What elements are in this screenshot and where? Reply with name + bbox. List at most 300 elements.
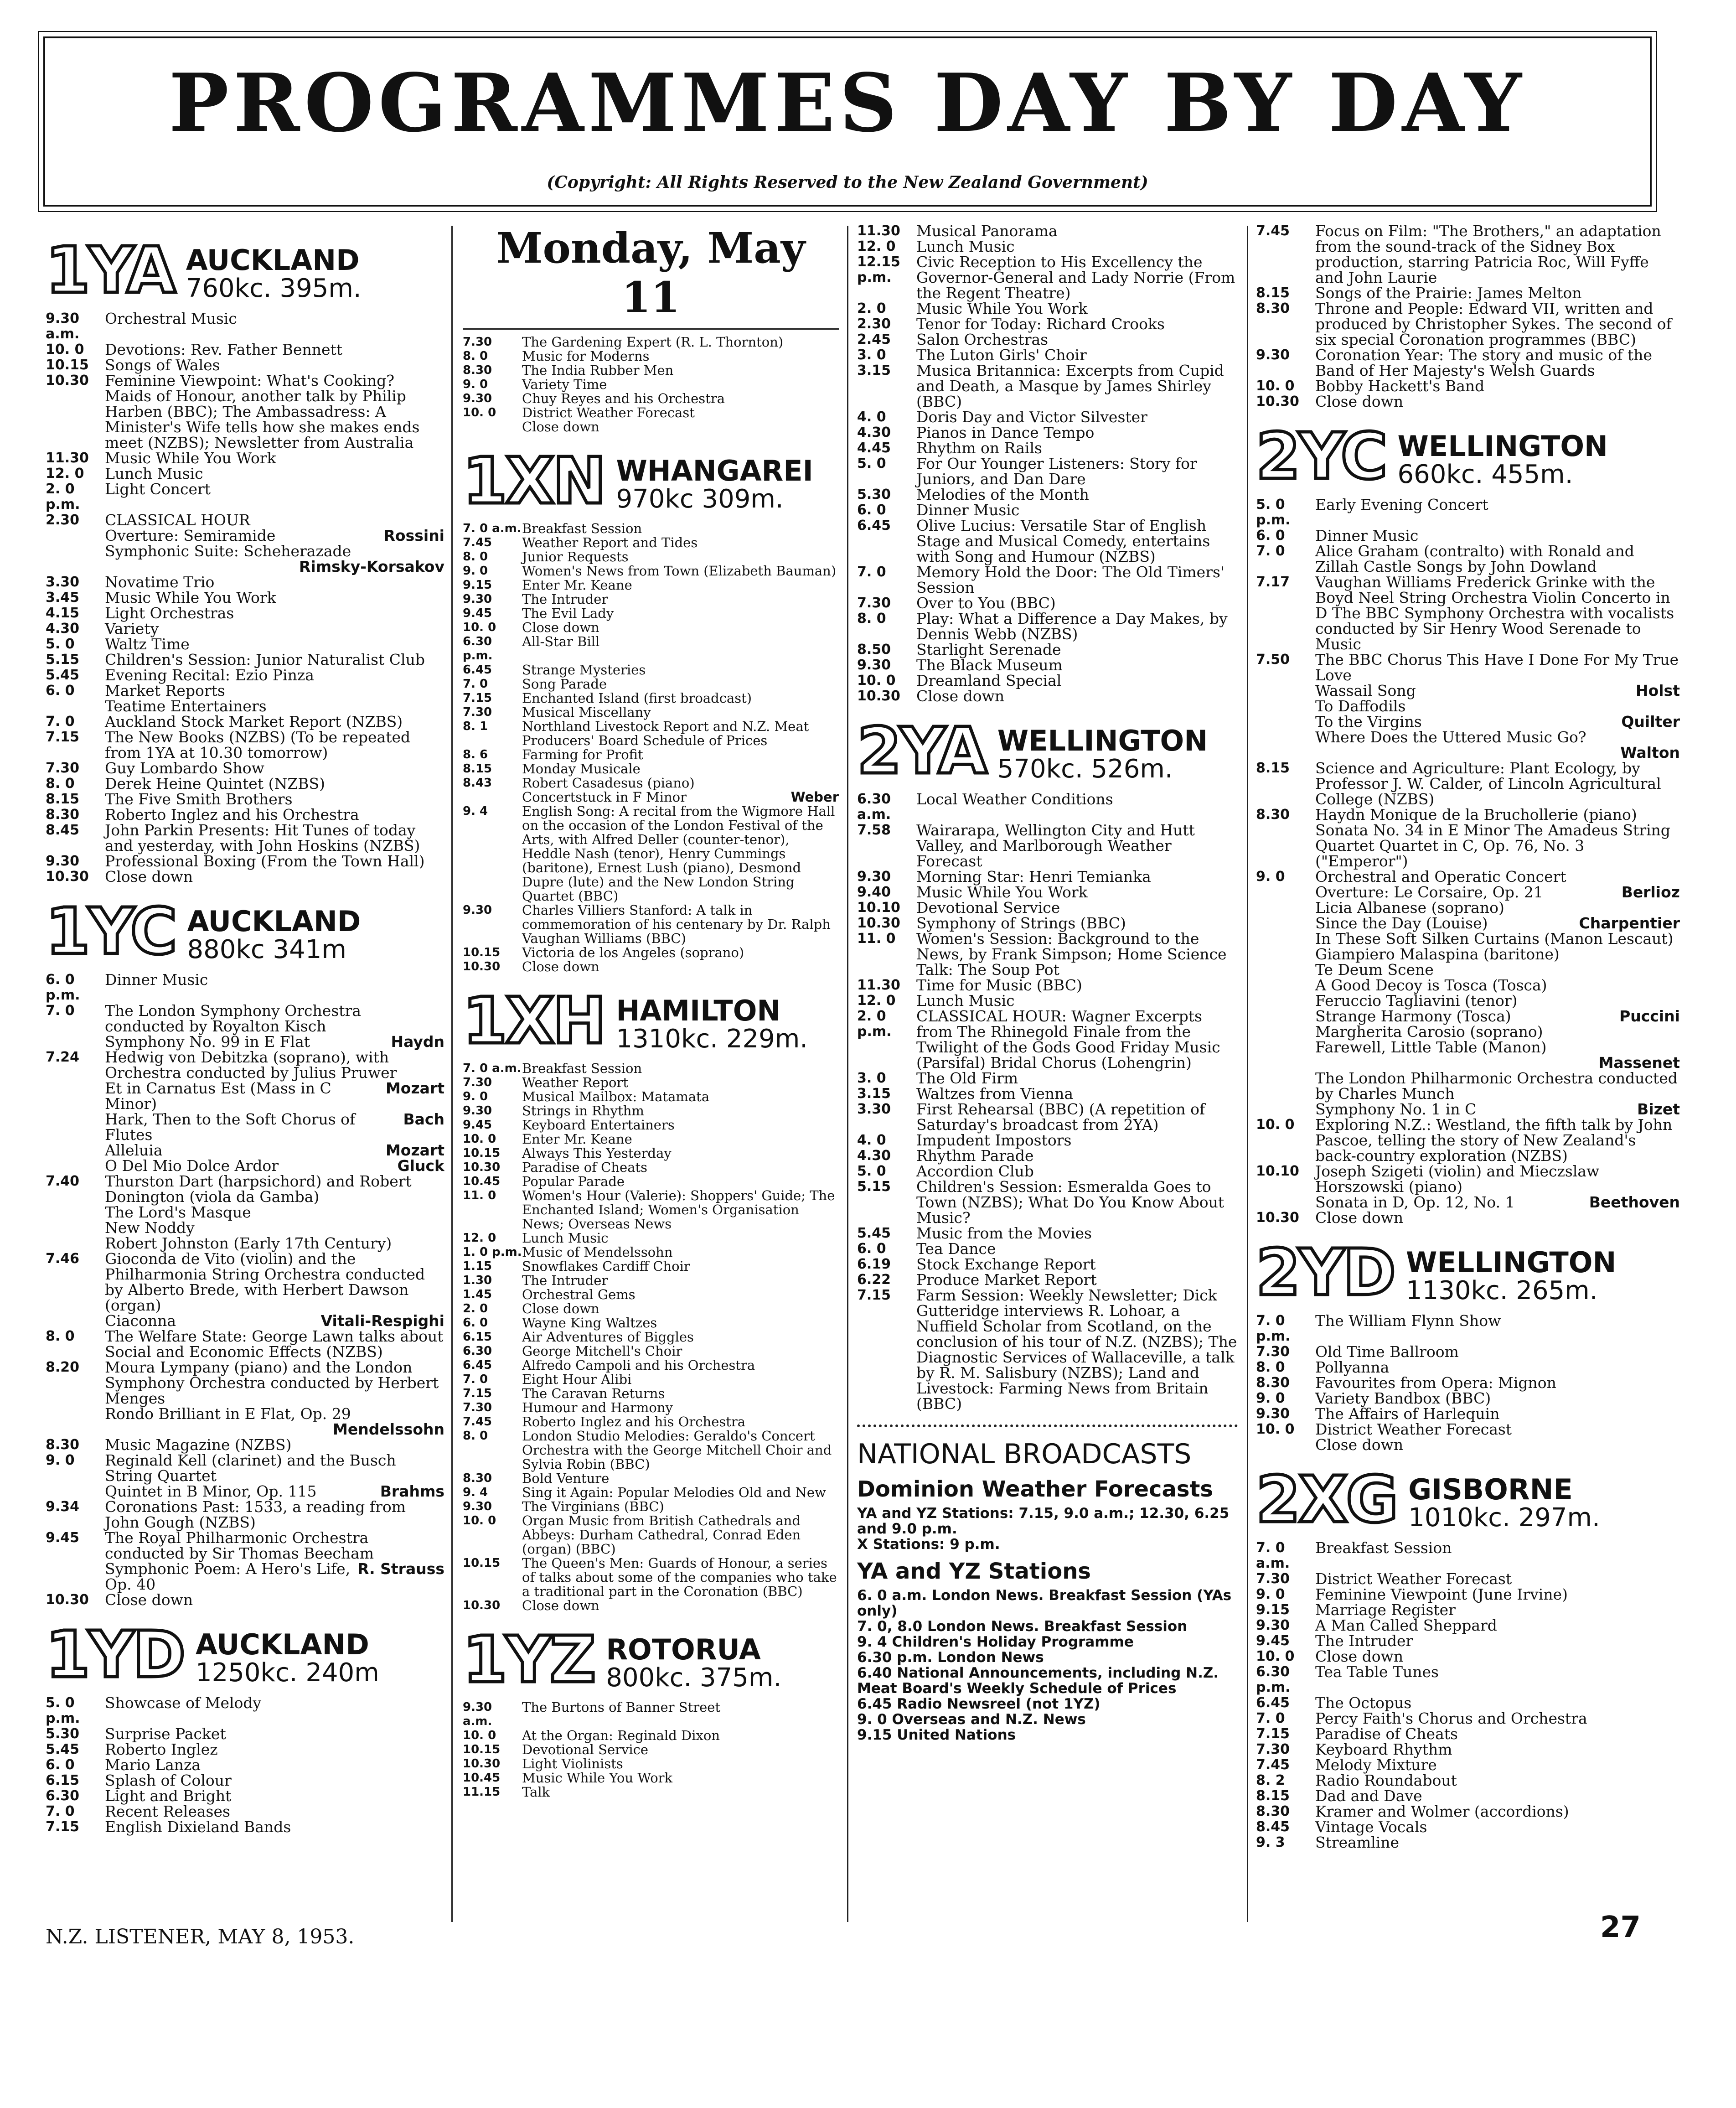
- programme-time: 12. 0: [857, 993, 896, 1009]
- programme-title: Morning Star: Henri Temianka: [916, 868, 1151, 886]
- programme-time: 5.30: [857, 487, 891, 502]
- programme-entry: [46, 1742, 444, 1757]
- programme-time: [46, 1081, 105, 1112]
- programme-title: First Rehearsal (BBC) (A repetition of Saturday's broadcast from 2YA): [916, 1100, 1205, 1134]
- programme-entry: [1256, 947, 1680, 962]
- programme-time: 7.30: [463, 1076, 492, 1089]
- programme-entry: [1256, 1391, 1680, 1406]
- programme-title: Recent Releases: [105, 1802, 230, 1820]
- programme-entry: [463, 720, 839, 748]
- programme-entry: [46, 559, 444, 575]
- programme-title: Roberto Inglez and his Orchestra: [522, 1414, 746, 1430]
- station-name: HAMILTON: [616, 994, 781, 1028]
- programme-time: [1256, 885, 1315, 900]
- programme-time: 8. 2: [1256, 1772, 1285, 1788]
- programme-title: Enter Mr. Keane: [522, 1131, 632, 1147]
- composer-name: Berlioz: [1621, 883, 1680, 901]
- programme-entry: [46, 637, 444, 652]
- programme-entry: [46, 1788, 444, 1804]
- programme-title: Giampiero Malaspina (baritone): [1315, 945, 1560, 963]
- programme-time: 7.15: [1256, 1726, 1290, 1742]
- programme-title: Humour and Harmony: [522, 1400, 673, 1415]
- programme-time: 9.45: [463, 606, 492, 620]
- programme-title: Olive Lucius: Versatile Star of English Stage and Musical Comedy, entertains with Song and Humour (NZBS): [916, 517, 1210, 565]
- programme-entry: [1256, 962, 1680, 978]
- programme-title: Waltzes from Vienna: [916, 1085, 1074, 1103]
- programme-entry: [1256, 1360, 1680, 1375]
- programme-title: Musica Britannica: Excerpts from Cupid and Death, a Masque by James Shirley (BBC): [916, 362, 1224, 410]
- programme-title: Science and Agriculture: Plant Ecology, by Professor J. W. Calder, of Lincoln Agricultural College (NZBS): [1315, 759, 1661, 808]
- programme-time: 6.30: [46, 1788, 80, 1804]
- programme-title: Guy Lombardo Show: [105, 759, 264, 777]
- programme-title: Bold Venture: [522, 1471, 610, 1486]
- programme-time: [1256, 730, 1315, 745]
- programme-time: 12.15 p.m.: [857, 254, 900, 285]
- programme-title: Music While You Work: [916, 883, 1088, 901]
- programme-entry: [46, 1437, 444, 1453]
- programme-list: [463, 335, 839, 434]
- programme-entry: [857, 1272, 1238, 1288]
- programme-time: 10. 0: [1256, 1648, 1295, 1664]
- programme-title: Where Does the Uttered Music Go?: [1315, 728, 1586, 746]
- programme-time: 4. 0: [857, 1132, 886, 1148]
- programme-entry: [46, 1143, 444, 1158]
- programme-entry: [46, 357, 444, 373]
- programme-entry: [463, 705, 839, 720]
- programme-time: 7.30: [46, 760, 80, 776]
- national-line: 6.45 Radio Newsreel (not 1YZ): [857, 1696, 1100, 1712]
- programme-title: Women's News from Town (Elizabeth Bauman): [522, 563, 837, 579]
- programme-time: 8.30: [463, 1471, 492, 1485]
- programme-title: The Black Museum: [916, 656, 1063, 674]
- programme-title: Tea Dance: [916, 1240, 996, 1258]
- programme-title: For Our Younger Listeners: Story for Juniors, and Dan Dare: [916, 455, 1197, 488]
- programme-entry: [463, 1189, 839, 1231]
- programme-entry: [463, 1090, 839, 1104]
- programme-time: 10. 0: [463, 406, 496, 420]
- programme-entry: [46, 792, 444, 807]
- programme-title: Children's Session: Junior Naturalist Club: [105, 651, 425, 668]
- weather-heading: Dominion Weather Forecasts: [857, 1476, 1213, 1502]
- programme-time: [1256, 947, 1315, 962]
- programme-time: 11. 0: [857, 931, 896, 947]
- programme-entry: [463, 621, 839, 635]
- programme-title: Symphonic Suite: Scheherazade: [105, 542, 351, 560]
- programme-time: 6.45: [857, 518, 891, 533]
- programme-entry: [857, 1071, 1238, 1086]
- programme-time: 10.10: [1256, 1163, 1299, 1179]
- programme-entry: [463, 1514, 839, 1556]
- composer-name: Holst: [1635, 682, 1680, 699]
- programme-time: 6. 0: [857, 502, 886, 518]
- programme-time: 5. 0 p.m.: [46, 1695, 80, 1726]
- programme-time: 5.45: [46, 667, 80, 683]
- station-callsign: 1XH: [463, 984, 604, 1058]
- programme-title: Music for Moderns: [522, 348, 650, 364]
- station-frequency: 1010kc. 297m.: [1408, 1503, 1600, 1533]
- programme-title: Novatime Trio: [105, 573, 215, 591]
- programme-title: Music While You Work: [105, 449, 276, 467]
- programme-entry: [463, 1486, 839, 1500]
- programme-time: 10. 0: [463, 1132, 496, 1146]
- programme-title: The Burtons of Banner Street: [522, 1699, 721, 1715]
- programme-time: 11.30: [46, 450, 89, 466]
- programme-title: The Welfare State: George Lawn talks about Social and Economic Effects (NZBS): [105, 1327, 444, 1361]
- programme-title: Light Orchestras: [105, 604, 234, 622]
- composer-name: Vitali-Respighi: [320, 1312, 444, 1330]
- programme-entry: [463, 635, 839, 663]
- programme-title: Symphony No. 99 in E Flat: [105, 1033, 310, 1051]
- programme-time: 6. 0: [46, 1757, 75, 1773]
- programme-entry: [463, 1556, 839, 1599]
- programme-entry: [1256, 1587, 1680, 1602]
- composer-name: Gluck: [397, 1157, 444, 1175]
- programme-title: Derek Heine Quintet (NZBS): [105, 775, 325, 792]
- programme-entry: [46, 1422, 444, 1437]
- programme-title: Variety Time: [522, 377, 607, 392]
- programme-entry: [857, 456, 1238, 487]
- programme-title: Starlight Serenade: [916, 641, 1061, 658]
- station-callsign: 1YD: [46, 1618, 184, 1692]
- programme-title: A Man Called Sheppard: [1315, 1616, 1497, 1634]
- station-callsign: 1XN: [463, 444, 604, 518]
- programme-entry: [1256, 978, 1680, 993]
- programme-time: 5. 0: [857, 1163, 886, 1179]
- programme-entry: [46, 807, 444, 823]
- station-frequency: 760kc. 395m.: [186, 274, 362, 304]
- programme-time: 10.30: [463, 1757, 501, 1771]
- programme-entry: [463, 550, 839, 564]
- programme-title: Variety Bandbox (BBC): [1315, 1389, 1491, 1407]
- programme-title: The India Rubber Men: [522, 363, 674, 378]
- programme-title: District Weather Forecast: [522, 405, 695, 420]
- programme-entry: [1256, 683, 1680, 699]
- station-frequency: 880kc 341m: [187, 935, 346, 965]
- programme-title: Wayne King Waltzes: [522, 1315, 657, 1331]
- programme-time: 7.15: [463, 691, 492, 705]
- programme-time: 1.30: [463, 1274, 492, 1287]
- programme-title: The Queen's Men: Guards of Honour, a series of talks about some of the companies who take a traditional part in the Coronation (BBC): [522, 1555, 837, 1599]
- programme-entry: [1256, 807, 1680, 869]
- programme-time: 3.30: [857, 1101, 891, 1117]
- programme-time: 7.45: [463, 536, 492, 549]
- composer-name: R. Strauss: [357, 1560, 444, 1578]
- programme-list: [463, 1062, 839, 1613]
- programme-entry: [463, 1358, 839, 1373]
- programme-entry: [1256, 900, 1680, 916]
- programme-time: 7.15: [463, 1387, 492, 1400]
- programme-entry: [463, 1471, 839, 1486]
- programme-time: 8.30: [1256, 1375, 1290, 1391]
- programme-time: 7. 0: [463, 677, 488, 691]
- programme-time: 6.45: [463, 663, 492, 677]
- programme-title: Close down: [522, 419, 599, 435]
- programme-title: Civic Reception to His Excellency the Governor-General and Lady Norrie (From the Regent Theatre): [916, 253, 1235, 302]
- column-4: [1256, 223, 1680, 1850]
- programme-entry: [46, 730, 444, 761]
- programme-title: Women's Session: Background to the News, by Frank Simpson; Home Science Talk: The Soup Pot: [916, 930, 1227, 979]
- programme-entry: [463, 790, 839, 804]
- programme-entry: [857, 642, 1238, 658]
- programme-time: 2. 0 p.m.: [857, 1008, 892, 1040]
- composer-name: Bizet: [1637, 1100, 1680, 1118]
- programme-title: The William Flynn Show: [1315, 1312, 1501, 1330]
- programme-time: 9. 0: [463, 1090, 488, 1103]
- programme-time: [1256, 1009, 1315, 1024]
- programme-title: John Parkin Presents: Hit Tunes of today and yesterday, with John Hoskins (NZBS): [105, 821, 420, 855]
- programme-entry: [857, 301, 1238, 316]
- programme-title: Mario Lanza: [105, 1756, 201, 1774]
- programme-entry: [46, 544, 444, 559]
- programme-time: 7.15: [46, 1819, 80, 1835]
- programme-time: [46, 1313, 105, 1329]
- programme-entry: [463, 1118, 839, 1132]
- programme-title: The Lord's Masque: [105, 1203, 251, 1221]
- programme-entry: [1256, 223, 1680, 285]
- programme-entry: [463, 1344, 839, 1358]
- station-frequency: 800kc. 375m.: [606, 1663, 782, 1693]
- programme-time: [1256, 1195, 1315, 1210]
- programme-title: CLASSICAL HOUR: Wagner Excerpts from The Rhinegold Finale from the Twilight of the Gods Good Friday Music (Parsifal) Bridal Chorus (Lohengrin): [916, 1007, 1220, 1072]
- programme-time: 7.30: [463, 705, 492, 719]
- programme-entry: [46, 621, 444, 637]
- programme-title: Close down: [1315, 393, 1404, 410]
- programme-title: Joseph Szigeti (violin) and Mieczslaw Horszowski (piano): [1315, 1162, 1600, 1196]
- programme-time: 10.30: [1256, 394, 1299, 409]
- programme-title: Songs of the Prairie: James Melton: [1315, 284, 1582, 302]
- programme-time: 9.30 a.m.: [46, 311, 80, 342]
- composer-name: Rossini: [383, 527, 444, 544]
- programme-entry: [463, 1288, 839, 1302]
- station-frequency: 570kc. 526m.: [997, 754, 1173, 784]
- station-callsign: 1YA: [46, 233, 174, 308]
- programme-time: 2.30: [46, 512, 80, 528]
- programme-entry: [857, 316, 1238, 332]
- programme-entry: [857, 916, 1238, 931]
- programme-time: [46, 528, 105, 544]
- programme-title: Old Time Ballroom: [1315, 1343, 1459, 1361]
- programme-title: Margherita Carosio (soprano): [1315, 1023, 1543, 1041]
- programme-time: [46, 559, 105, 575]
- programme-entry: [463, 1160, 839, 1175]
- programme-time: 4.30: [857, 1148, 891, 1164]
- programme-title: Snowflakes Cardiff Choir: [522, 1259, 690, 1274]
- programme-entry: [46, 1726, 444, 1742]
- programme-entry: [463, 578, 839, 592]
- programme-entry: [1256, 931, 1680, 947]
- programme-entry: [857, 673, 1238, 689]
- programme-title: Doris Day and Victor Silvester: [916, 408, 1147, 426]
- programme-title: Concertstuck in F Minor: [522, 789, 687, 805]
- programme-time: 2. 0: [463, 1302, 488, 1316]
- programme-title: Song Parade: [522, 676, 607, 692]
- programme-entry: [857, 931, 1238, 978]
- programme-title: The BBC Chorus This Have I Done For My True Love: [1315, 651, 1679, 684]
- programme-time: [46, 1205, 105, 1220]
- programme-entry: [1256, 1344, 1680, 1360]
- programme-entry: [463, 1259, 839, 1274]
- programme-title: Produce Market Report: [916, 1271, 1097, 1289]
- programme-time: 10.30: [46, 373, 89, 388]
- programme-title: Dad and Dave: [1315, 1787, 1422, 1805]
- programme-entry: [46, 668, 444, 683]
- programme-time: 4.45: [857, 440, 891, 456]
- programme-title: Organ Music from British Cathedrals and Abbeys: Durham Cathedral, Conrad Eden (organ) (BBC): [522, 1513, 801, 1557]
- programme-entry: [463, 606, 839, 621]
- programme-title: Weather Report and Tides: [522, 535, 698, 550]
- composer-name: Bach: [403, 1110, 444, 1128]
- programme-time: [1256, 1040, 1315, 1055]
- programme-title: Lunch Music: [105, 465, 203, 482]
- national-line: 9. 4 Children's Holiday Programme: [857, 1634, 1134, 1650]
- programme-time: 9.30: [463, 1500, 492, 1513]
- programme-time: 8. 0: [463, 349, 488, 363]
- programme-entry: [1256, 394, 1680, 409]
- programme-time: 7.58: [857, 822, 891, 838]
- programme-time: [1256, 683, 1315, 699]
- programme-entry: [1256, 885, 1680, 900]
- programme-time: 10.15: [46, 357, 89, 373]
- programme-title: Alfredo Campoli and his Orchestra: [522, 1357, 755, 1373]
- programme-time: 8.50: [857, 642, 891, 658]
- programme-entry: [46, 1205, 444, 1220]
- programme-time: 8.30: [46, 807, 80, 823]
- programme-title: Auckland Stock Market Report (NZBS): [105, 713, 403, 730]
- programme-time: [46, 1143, 105, 1158]
- programme-entry: [1256, 1726, 1680, 1742]
- programme-time: 4.30: [46, 621, 80, 637]
- programme-time: 7.30: [1256, 1571, 1290, 1587]
- programme-time: 9.30: [463, 392, 492, 405]
- programme-entry: [46, 590, 444, 606]
- programme-title: Dreamland Special: [916, 672, 1062, 689]
- programme-time: 5. 0 p.m.: [1256, 497, 1291, 528]
- programme-time: 9. 0: [1256, 1390, 1285, 1406]
- programme-list: [857, 792, 1238, 1412]
- programme-entry: [46, 575, 444, 590]
- programme-time: 5.45: [857, 1225, 891, 1241]
- programme-entry: [857, 1086, 1238, 1102]
- programme-time: [1256, 1437, 1315, 1453]
- programme-time: [46, 1484, 105, 1499]
- programme-title: Close down: [105, 868, 193, 886]
- programme-entry: [463, 762, 839, 776]
- programme-time: 9.34: [46, 1499, 80, 1515]
- programme-entry: [857, 363, 1238, 409]
- programme-time: 10.15: [463, 1556, 501, 1570]
- programme-title: New Noddy: [105, 1219, 195, 1237]
- programme-list: [1256, 1313, 1680, 1453]
- programme-time: [463, 790, 522, 804]
- programme-title: Time for Music (BBC): [916, 976, 1082, 994]
- programme-entry: [46, 466, 444, 482]
- programme-title: Local Weather Conditions: [916, 790, 1113, 808]
- programme-entry: [1256, 1055, 1680, 1071]
- day-heading: Monday, May 11: [463, 223, 839, 330]
- programme-entry: [857, 885, 1238, 900]
- national-line: 9.15 United Nations: [857, 1727, 1016, 1743]
- national-line: 6.30 p.m. London News: [857, 1649, 1044, 1666]
- programme-entry: [46, 1158, 444, 1174]
- programme-entry: [857, 347, 1238, 363]
- programme-entry: [1256, 1695, 1680, 1711]
- programme-list: [857, 223, 1238, 704]
- programme-time: 9.45: [46, 1530, 80, 1546]
- programme-time: 9. 0: [463, 378, 488, 391]
- programme-entry: [463, 691, 839, 705]
- programme-time: [46, 1236, 105, 1251]
- programme-entry: [1256, 1195, 1680, 1210]
- programme-entry: [463, 1500, 839, 1514]
- programme-time: 9. 4: [463, 804, 488, 818]
- programme-title: At the Organ: Reginald Dixon: [522, 1728, 720, 1743]
- programme-time: 12. 0: [463, 1231, 496, 1245]
- programme-title: Breakfast Session: [1315, 1539, 1452, 1557]
- station-header: [463, 1623, 839, 1697]
- programme-entry: [46, 1034, 444, 1050]
- programme-time: [46, 699, 105, 714]
- copyright-notice: (Copyright: All Rights Reserved to the New Zealand Government): [547, 173, 1148, 192]
- programme-title: George Mitchell's Choir: [522, 1343, 682, 1359]
- programme-entry: [46, 528, 444, 544]
- programme-title: Always This Yesterday: [522, 1145, 672, 1161]
- programme-time: 2.30: [857, 316, 891, 332]
- programme-title: Et in Carnatus Est (Mass in C Minor): [105, 1079, 331, 1113]
- programme-title: Evening Recital: Ezio Pinza: [105, 666, 314, 684]
- programme-title: Light and Bright: [105, 1787, 232, 1805]
- programme-time: 3. 0: [857, 1070, 886, 1086]
- station-callsign: 1YC: [46, 895, 176, 969]
- programme-title: Since the Day (Louise): [1315, 914, 1488, 932]
- column-3: [857, 223, 1238, 1743]
- programme-title: Reginald Kell (clarinet) and the Busch String Quartet: [105, 1451, 396, 1485]
- programme-time: 6.30 a.m.: [857, 791, 891, 823]
- programme-entry: [463, 1231, 839, 1245]
- programme-time: 6.45: [1256, 1695, 1290, 1711]
- programme-time: 8.15: [463, 762, 492, 776]
- yz-heading: YA and YZ Stations: [857, 1559, 1091, 1584]
- column-rule: [847, 226, 848, 1922]
- programme-time: 5.15: [857, 1179, 891, 1195]
- programme-time: 10.30: [46, 1592, 89, 1608]
- programme-title: Musical Panorama: [916, 222, 1058, 240]
- programme-entry: [1256, 916, 1680, 931]
- programme-entry: [463, 1700, 839, 1729]
- programme-list: [1256, 223, 1680, 409]
- programme-time: 4.30: [857, 425, 891, 440]
- programme-title: The Intruder: [522, 1273, 608, 1288]
- programme-title: Light Violinists: [522, 1756, 623, 1771]
- programme-entry: [463, 1785, 839, 1799]
- programme-time: 11.30: [857, 977, 900, 993]
- programme-entry: [857, 658, 1238, 673]
- national-title: NATIONAL BROADCASTS: [857, 1438, 1192, 1470]
- programme-title: Wairarapa, Wellington City and Hutt Valley, and Marlborough Weather Forecast: [916, 821, 1195, 870]
- programme-time: 8.15: [1256, 285, 1290, 301]
- programme-time: 7.46: [46, 1251, 80, 1267]
- programme-entry: [46, 1174, 444, 1205]
- programme-time: 1.45: [463, 1288, 492, 1301]
- programme-title: Sonata in D, Op. 12, No. 1: [1315, 1193, 1515, 1211]
- programme-time: [46, 1158, 105, 1174]
- programme-entry: [46, 342, 444, 357]
- programme-title: Focus on Film: "The Brothers," an adaptation from the sound-track of the Sidney Box production, starring Patricia Roc, Will Fyffe and John Laurie: [1315, 222, 1661, 286]
- programme-entry: [463, 1062, 839, 1076]
- station-name: WELLINGTON: [1406, 1246, 1617, 1279]
- programme-title: Surprise Packet: [105, 1725, 226, 1743]
- programme-title: Close down: [1315, 1209, 1404, 1227]
- programme-title: Junior Requests: [522, 549, 629, 565]
